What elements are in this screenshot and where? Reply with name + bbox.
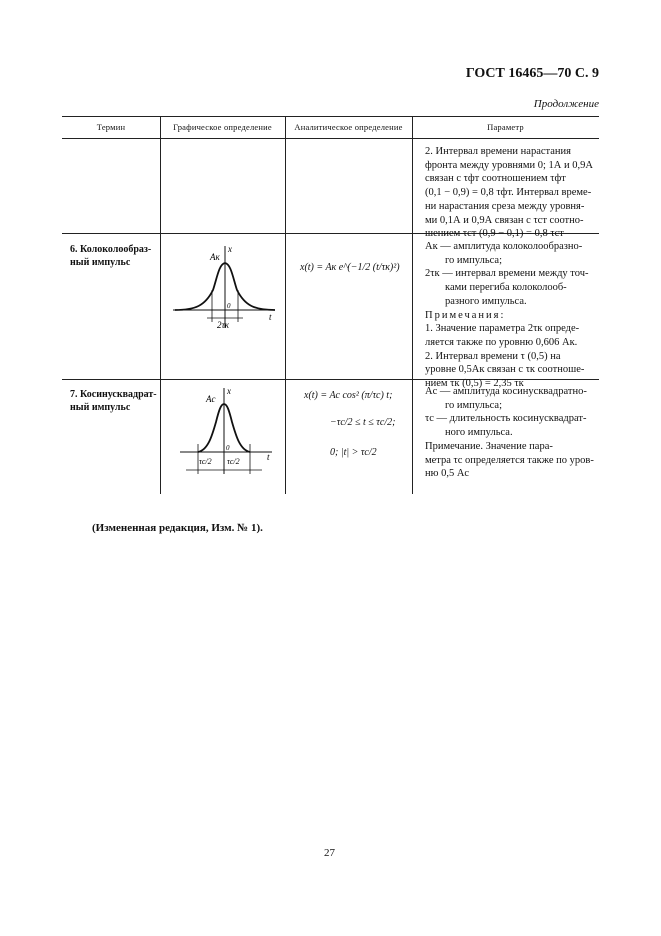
bell-amp-label: Aк	[210, 252, 220, 262]
row2-note-line: ню 0,5 Ac	[425, 468, 470, 480]
row0-param-line: (0,1 − 0,9) = 0,8 τфт. Интервал време-	[425, 187, 592, 199]
cos2-origin-label: 0	[226, 444, 230, 452]
row0-param-line: связан с τфт соотношением τфт	[425, 173, 566, 185]
row2-param-line: ного импульса.	[445, 427, 513, 439]
row1-param-line: го импульса;	[445, 254, 502, 266]
bell-y-label: x	[228, 244, 232, 254]
cos2-formula-2: −τc/2 ≤ t ≤ τc/2;	[330, 417, 396, 428]
col-divider-1	[160, 116, 161, 494]
row1-parameter	[425, 240, 597, 391]
bell-width-label: 2τк	[217, 320, 229, 330]
continuation-label: Продолжение	[533, 98, 599, 110]
bell-origin-label: 0	[227, 302, 231, 310]
row1-note-line: 2. Интервал времени τ (0,5) на	[425, 350, 561, 362]
row0-parameter	[425, 145, 597, 241]
bell-pulse-graph	[165, 240, 283, 330]
row1-note-line: нием τк (0,5) = 2,35 τк	[425, 378, 524, 390]
row0-param-line: фронта между уровнями 0; 1А и 0,9А	[425, 159, 593, 171]
table-top-rule	[62, 116, 599, 117]
row1-param-line: 2τк — интервал времени между точ-	[425, 268, 589, 280]
row1-term-line: 6. Колоколообраз-	[70, 244, 152, 255]
row2-param-line: го импульса;	[445, 399, 502, 411]
row2-note-line: Примечание. Значение пара-	[425, 440, 553, 452]
row2-param-line: τc — длительность косинусквадрат-	[425, 413, 587, 425]
row0-param-line: ни нарастания среза между уровня-	[425, 200, 585, 212]
col-header-graphic: Графическое определение	[173, 122, 272, 132]
row2-term-line: 7. Косинусквадрат-	[70, 389, 157, 400]
row1-note-line: ляется также по уровню 0,606 Aк.	[425, 336, 578, 348]
row0-param-line: 2. Интервал времени нарастания	[425, 146, 571, 157]
row0-param-line: шением τст (0,9 − 0,1) = 0,8 τст	[425, 228, 564, 240]
cos2-half-label-left: τc/2	[199, 457, 212, 466]
cos2-formula-1: x(t) = Ac cos² (π/τc) t;	[304, 390, 393, 401]
cos2-half-label-right: τc/2	[227, 457, 240, 466]
col-header-term: Термин	[96, 122, 126, 132]
row2-note-line: метра τc определяется также по уров-	[425, 454, 594, 466]
row1-note-line: 1. Значение параметра 2τк опреде-	[425, 323, 580, 335]
row2-term	[70, 388, 160, 414]
col-divider-3	[412, 116, 413, 494]
col-header-parameter: Параметр	[487, 122, 524, 132]
row2-term-line: ный импульс	[70, 402, 131, 413]
row2-param-line: Ac — амплитуда косинусквадратно-	[425, 386, 587, 397]
row2-parameter	[425, 385, 597, 481]
row1-term	[70, 243, 160, 269]
row1-param-line: ками перегиба колоколооб-	[445, 282, 567, 294]
table-header-rule	[62, 138, 599, 139]
row1-param-line: Aк — амплитуда колоколообразно-	[425, 241, 583, 252]
cos2-formula-3: 0; |t| > τc/2	[330, 447, 377, 458]
row1-term-line: ный импульс	[70, 257, 131, 268]
row1-notes-title: Примечания:	[425, 309, 506, 321]
cos2-x-label: t	[267, 452, 270, 462]
row1-note-line: уровне 0,5Aк связан с τк соотноше-	[425, 364, 585, 376]
col-header-analytic: Аналитическое определение	[294, 122, 403, 132]
edition-note: (Измененная редакция, Изм. № 1).	[92, 522, 263, 534]
bell-x-label: t	[269, 312, 272, 322]
row0-param-line: ми 0,1А и 0,9А связан с τст соотно-	[425, 214, 584, 226]
row1-param-line: разного импульса.	[445, 295, 527, 307]
col-divider-2	[285, 116, 286, 494]
page-number: 27	[324, 847, 335, 859]
bell-formula: x(t) = Aк e^(−1/2 (t/τк)²)	[300, 262, 400, 273]
page-header: ГОСТ 16465—70 С. 9	[465, 66, 599, 81]
cos2-amp-label: Ac	[206, 394, 216, 404]
cos2-y-label: x	[227, 386, 231, 396]
cos2-pulse-graph	[172, 384, 280, 480]
